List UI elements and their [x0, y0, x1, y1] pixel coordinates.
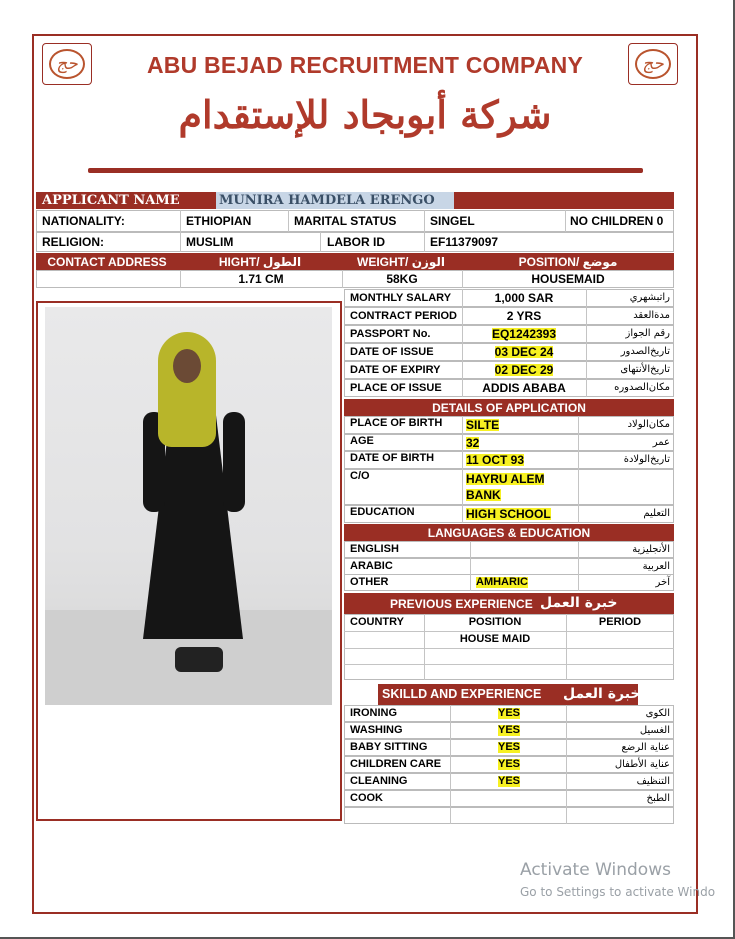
- weight-header: WEIGHT/ الوزن: [357, 254, 445, 269]
- marital-status-label: MARITAL STATUS: [294, 214, 397, 228]
- skill-divider: [566, 722, 567, 739]
- language-label-ar: الأنجليزية: [632, 543, 670, 555]
- applicant-photo: [45, 307, 332, 705]
- details-divider: [462, 469, 463, 505]
- experience-col-period: PERIOD: [598, 616, 642, 628]
- skill-divider: [566, 790, 567, 807]
- language-value-cell: [476, 574, 528, 591]
- contract-divider: [586, 325, 587, 343]
- contract-value: EQ1242393: [491, 327, 557, 341]
- company-name-en: ABU BEJAD RECRUITMENT COMPANY: [147, 52, 583, 78]
- details-value-cell: [466, 434, 479, 451]
- contract-label: PASSPORT No.: [350, 327, 431, 340]
- contact-address-header: CONTACT ADDRESS: [47, 254, 167, 269]
- details-divider: [462, 434, 463, 451]
- skill-label-ar: الكوى: [645, 707, 670, 719]
- language-divider: [470, 541, 471, 558]
- applicant-name-value: MUNIRA HAMDELA ERENGO: [216, 192, 454, 209]
- contract-value-cell: [462, 361, 586, 379]
- contract-divider: [586, 289, 587, 307]
- details-value-cell: [466, 451, 524, 469]
- language-label: ENGLISH: [350, 543, 399, 555]
- children-count: NO CHILDREN 0: [570, 214, 664, 228]
- skill-label: CHILDREN CARE: [350, 758, 442, 770]
- applicant-name-label: APPLICANT NAME: [42, 193, 180, 208]
- company-name-ar: شركة أبوبجاد للإستقدام: [178, 92, 552, 137]
- skill-value-cell: [498, 739, 520, 756]
- details-value: BANK: [466, 488, 501, 502]
- contract-label: MONTHLY SALARY: [350, 291, 452, 304]
- languages-title: LANGUAGES & EDUCATION: [427, 525, 591, 540]
- skill-label: COOK: [350, 792, 383, 804]
- contract-value-cell: [462, 289, 586, 307]
- details-label-ar: التعليم: [643, 508, 670, 519]
- contract-label: DATE OF ISSUE: [350, 345, 434, 358]
- skill-value: YES: [498, 775, 521, 787]
- details-divider: [578, 416, 579, 434]
- details-divider: [462, 451, 463, 469]
- language-divider: [578, 574, 579, 591]
- details-label-ar: [582, 469, 670, 487]
- language-divider: [470, 558, 471, 575]
- contract-value-cell: [462, 307, 586, 325]
- skill-divider: [566, 756, 567, 773]
- details-value: 32: [466, 435, 480, 450]
- skill-divider: [566, 773, 567, 790]
- skill-label: WASHING: [350, 724, 403, 736]
- language-value: AMHARIC: [476, 576, 528, 588]
- nationality-value: ETHIOPIAN: [186, 214, 252, 228]
- details-label: PLACE OF BIRTH: [350, 417, 443, 429]
- skill-label: BABY SITTING: [350, 741, 428, 753]
- activate-windows-hint: Go to Settings to activate Windo: [520, 885, 716, 899]
- skill-label-ar: عناية الأطفال: [614, 758, 670, 770]
- details-label: AGE: [350, 435, 374, 447]
- contract-label-ar: تاريخ‌الأنتهاى: [620, 364, 670, 375]
- height-value: 1.71 CM: [238, 272, 284, 286]
- skill-value-cell: [498, 773, 520, 790]
- skill-divider: [450, 705, 451, 722]
- contract-label-ar: راتبشهري: [629, 292, 670, 303]
- contract-label-ar: رقم الجواز: [625, 328, 670, 339]
- religion-value: MUSLIM: [186, 235, 234, 249]
- details-title: DETAILS OF APPLICATION: [432, 400, 586, 415]
- details-divider: [578, 451, 579, 469]
- language-label-ar: آخر: [655, 576, 670, 588]
- contract-value: 03 DEC 24: [494, 345, 554, 359]
- details-value-line2: [466, 488, 501, 502]
- details-divider: [578, 505, 579, 523]
- contract-label-ar: مكان‌الصدوره: [614, 382, 670, 393]
- details-value-cell: [466, 505, 551, 523]
- skills-title-ar: خبرة العمل: [563, 685, 641, 702]
- marital-status-value: SINGEL: [430, 214, 475, 228]
- details-label: EDUCATION: [350, 506, 415, 518]
- header-divider: [88, 168, 643, 173]
- skill-value: YES: [498, 724, 521, 736]
- skill-value: YES: [498, 707, 521, 719]
- details-value-line1: [466, 472, 544, 486]
- skill-label-ar: الغسيل: [639, 724, 670, 736]
- experience-title-en: PREVIOUS EXPERIENCE: [390, 596, 533, 611]
- company-logo-left: [42, 43, 92, 85]
- details-label-ar: عمر: [652, 436, 670, 448]
- contract-divider: [586, 307, 587, 325]
- skill-label-ar: التنظيف: [636, 775, 670, 787]
- skill-value: YES: [498, 758, 521, 770]
- details-label-ar: تاريخ‌الولادة: [623, 454, 670, 465]
- skills-title-en: SKILLD AND EXPERIENCE: [382, 687, 542, 702]
- skill-value-cell: [498, 705, 520, 722]
- details-label-ar: مكان‌الولاد: [627, 419, 670, 430]
- details-divider: [578, 434, 579, 451]
- language-label-ar: العربية: [642, 560, 670, 572]
- skill-divider: [450, 722, 451, 739]
- contract-label-ar: تاريخ‌الصدور: [620, 346, 670, 357]
- skill-label-ar: عناية الرضع: [621, 741, 670, 753]
- skill-divider: [450, 773, 451, 790]
- skill-divider: [450, 739, 451, 756]
- labor-id-label: LABOR ID: [327, 235, 385, 249]
- details-divider: [462, 505, 463, 523]
- details-value-cell: [466, 416, 499, 434]
- experience-title-ar: خبرة العمل: [540, 594, 618, 611]
- skill-divider: [566, 807, 567, 824]
- position-header: POSITION/ موضع: [518, 254, 618, 269]
- skill-divider: [450, 790, 451, 807]
- skill-divider: [566, 739, 567, 756]
- height-header: HIGHT/ الطول: [218, 254, 302, 269]
- contract-label: DATE OF EXPIRY: [350, 363, 441, 376]
- nationality-label: NATIONALITY:: [42, 214, 125, 228]
- contract-divider: [586, 361, 587, 379]
- details-divider: [462, 416, 463, 434]
- weight-value: 58KG: [386, 272, 418, 286]
- contract-value: 2 YRS: [506, 309, 542, 323]
- contract-value-cell: [462, 325, 586, 343]
- skill-value-cell: [498, 722, 520, 739]
- skill-row-empty: [344, 807, 674, 824]
- contract-value: ADDIS ABABA: [482, 381, 566, 395]
- skill-divider: [566, 705, 567, 722]
- experience-col-country: COUNTRY: [350, 616, 404, 628]
- contract-divider: [586, 379, 587, 397]
- experience-col-position: POSITION: [468, 616, 522, 628]
- language-divider: [578, 541, 579, 558]
- logo-emblem-icon: حج: [635, 49, 671, 79]
- details-value: HIGH SCHOOL: [466, 507, 551, 521]
- details-value: HAYRU ALEM: [466, 472, 545, 486]
- skill-label: CLEANING: [350, 775, 408, 787]
- skill-divider: [450, 807, 451, 824]
- language-divider: [470, 574, 471, 591]
- language-label: ARABIC: [350, 560, 393, 572]
- contract-value-cell: [462, 379, 586, 397]
- details-value: 11 OCT 93: [466, 453, 525, 467]
- details-label: C/O: [350, 470, 370, 482]
- skill-divider: [450, 756, 451, 773]
- skill-value-cell: [498, 756, 520, 773]
- contract-value: 1,000 SAR: [494, 291, 554, 305]
- skill-label-ar: الطبخ: [646, 792, 670, 804]
- position-value: HOUSEMAID: [531, 272, 605, 286]
- religion-label: RELIGION:: [42, 235, 104, 249]
- language-label: OTHER: [350, 576, 389, 588]
- details-label: DATE OF BIRTH: [350, 452, 435, 464]
- contract-value-cell: [462, 343, 586, 361]
- contract-label: PLACE OF ISSUE: [350, 381, 442, 394]
- contract-divider: [586, 343, 587, 361]
- details-divider: [578, 469, 579, 505]
- language-divider: [578, 558, 579, 575]
- details-value: SILTE: [466, 418, 500, 432]
- contract-value: 02 DEC 29: [494, 363, 554, 377]
- company-logo-right: [628, 43, 678, 85]
- contract-label: CONTRACT PERIOD: [350, 309, 457, 322]
- activate-windows-watermark: Activate Windows: [520, 860, 671, 880]
- skill-label: IRONING: [350, 707, 398, 719]
- contract-label-ar: مدةالعقد: [633, 310, 670, 321]
- skill-value: YES: [498, 741, 521, 753]
- logo-emblem-icon: حج: [49, 49, 85, 79]
- experience-position-value: HOUSE MAID: [459, 633, 531, 645]
- labor-id-value: EF11379097: [430, 235, 499, 249]
